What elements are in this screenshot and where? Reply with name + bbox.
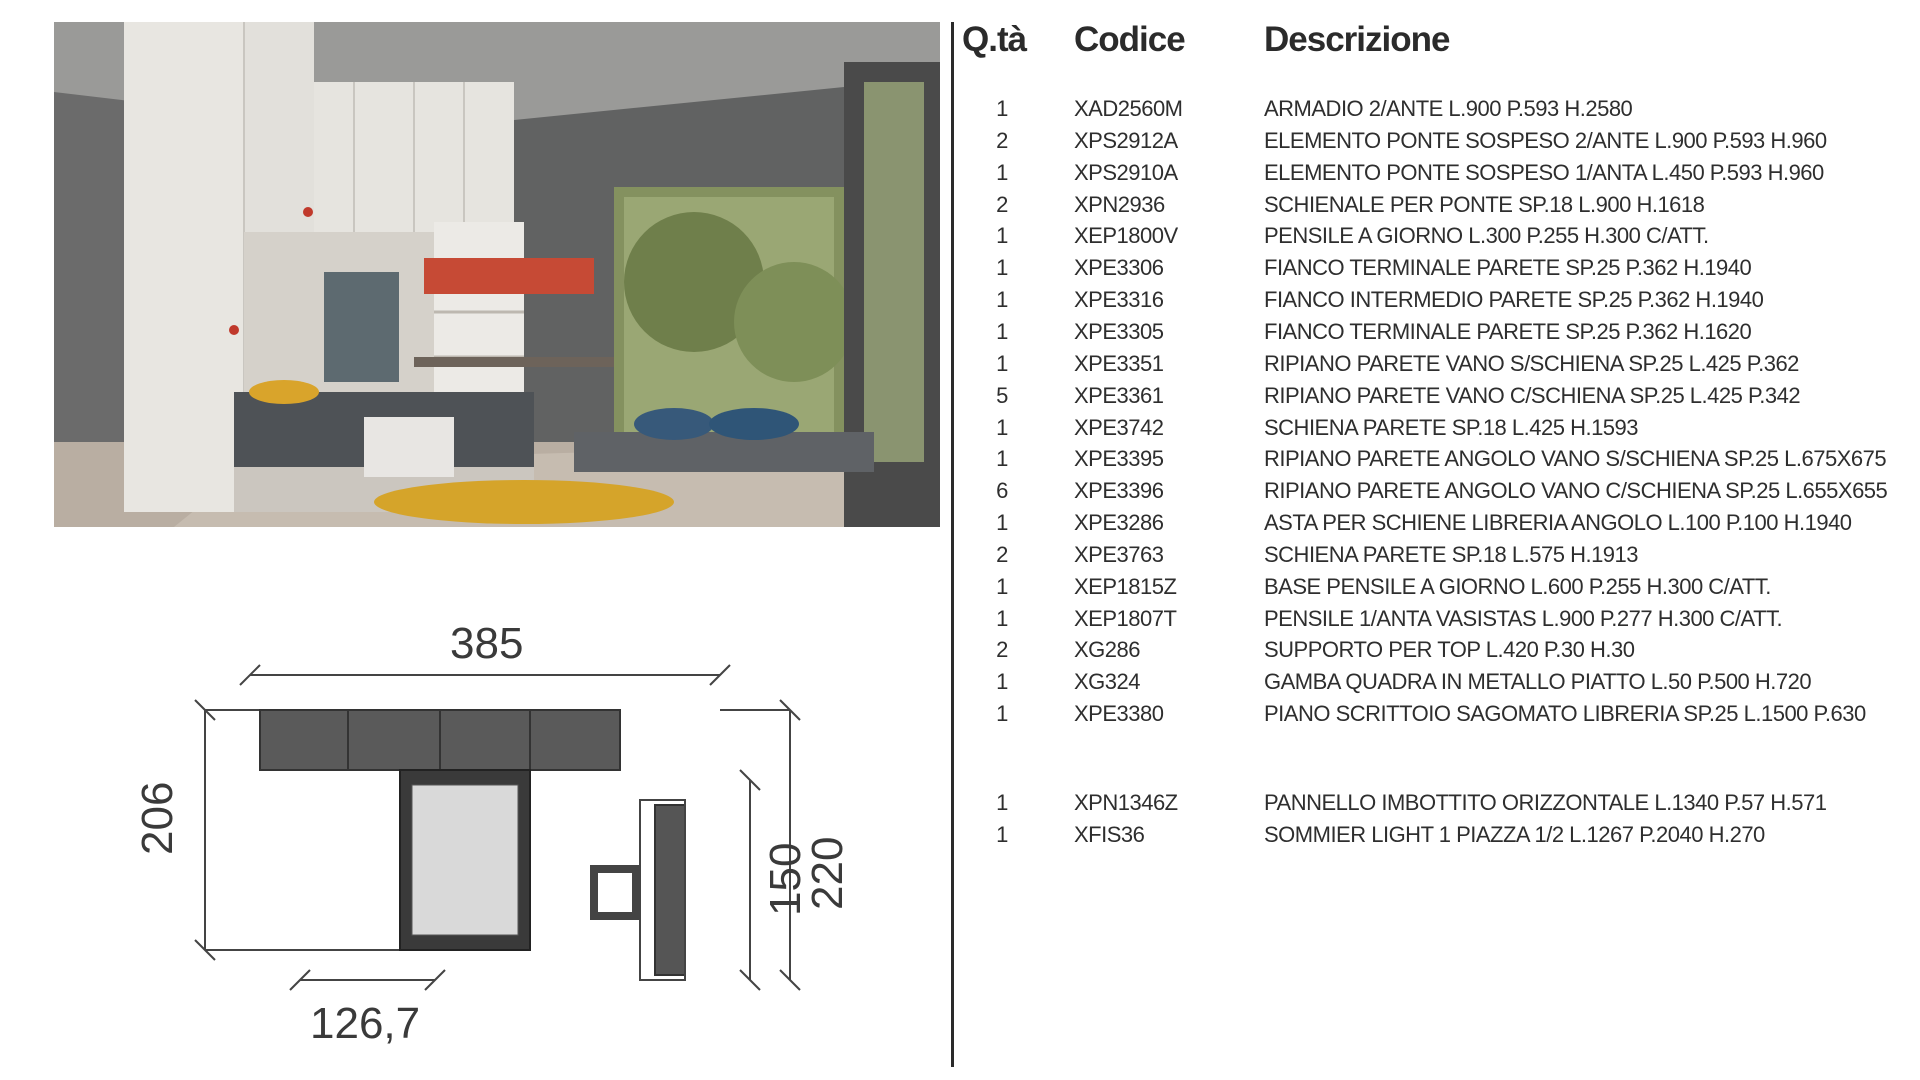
dim-bed-width: 126,7 [310, 999, 421, 1048]
qty-cell: 1 [996, 255, 1008, 281]
description-cell: SCHIENA PARETE SP.18 L.575 H.1913 [1264, 541, 1639, 567]
qty-cell: 1 [996, 510, 1008, 536]
qty-cell: 1 [996, 350, 1008, 376]
description-cell: RIPIANO PARETE ANGOLO VANO C/SCHIENA SP.25 L.655X655 [1264, 478, 1888, 504]
qty-cell: 2 [996, 637, 1008, 663]
qty-cell: 5 [996, 382, 1008, 408]
qty-cell: 1 [996, 821, 1008, 847]
code-cell: XPE3316 [1074, 287, 1164, 313]
qty-cell: 2 [996, 191, 1008, 217]
code-cell: XPS2912A [1074, 127, 1178, 153]
description-cell: FIANCO TERMINALE PARETE SP.25 P.362 H.1620 [1264, 318, 1752, 344]
header-code: Codice [1074, 20, 1185, 59]
description-cell: RIPIANO PARETE VANO C/SCHIENA SP.25 L.425 P.342 [1264, 382, 1801, 408]
qty-cell: 1 [996, 414, 1008, 440]
qty-cell: 1 [996, 573, 1008, 599]
description-cell: ELEMENTO PONTE SOSPESO 2/ANTE L.900 P.593 H.960 [1264, 127, 1827, 153]
description-cell: SCHIENALE PER PONTE SP.18 L.900 H.1618 [1264, 191, 1705, 217]
code-cell: XPE3396 [1074, 478, 1164, 504]
qty-cell: 2 [996, 541, 1008, 567]
dim-inner: 150 [761, 842, 810, 916]
description-cell: ARMADIO 2/ANTE L.900 P.593 H.2580 [1264, 96, 1633, 121]
dim-width: 385 [450, 619, 524, 668]
qty-cell: 1 [996, 287, 1008, 313]
code-cell: XEP1800V [1074, 223, 1178, 249]
description-cell: ASTA PER SCHIENE LIBRERIA ANGOLO L.100 P.100 H.1940 [1264, 510, 1852, 536]
qty-cell: 1 [996, 159, 1008, 185]
code-cell: XPE3380 [1074, 701, 1164, 727]
code-cell: XG286 [1074, 637, 1140, 663]
code-cell: XPN2936 [1074, 191, 1165, 217]
code-cell: XPE3763 [1074, 541, 1164, 567]
code-cell: XPE3351 [1074, 350, 1164, 376]
code-cell: XEP1807T [1074, 605, 1177, 631]
qty-cell: 1 [996, 446, 1008, 472]
description-cell: PENSILE A GIORNO L.300 P.255 H.300 C/ATT. [1264, 223, 1709, 249]
description-cell: FIANCO INTERMEDIO PARETE SP.25 P.362 H.1940 [1264, 287, 1764, 313]
floor-plan [133, 610, 870, 1050]
description-cell: RIPIANO PARETE VANO S/SCHIENA SP.25 L.425 P.362 [1264, 350, 1799, 376]
dim-depth-right: 220 [803, 836, 852, 910]
qty-cell: 6 [996, 478, 1008, 504]
qty-cell: 1 [996, 669, 1008, 695]
code-cell: XPE3306 [1074, 255, 1164, 281]
header-qty: Q.tà [962, 20, 1027, 59]
qty-cell: 1 [996, 318, 1008, 344]
description-cell: ELEMENTO PONTE SOSPESO 1/ANTA L.450 P.593 H.960 [1264, 159, 1824, 185]
qty-cell: 1 [996, 790, 1008, 815]
description-cell: GAMBA QUADRA IN METALLO PIATTO L.50 P.500 H.720 [1264, 669, 1812, 695]
code-cell: XEP1815Z [1074, 573, 1177, 599]
description-cell: PENSILE 1/ANTA VASISTAS L.900 P.277 H.300 C/ATT. [1264, 605, 1783, 631]
code-cell: XG324 [1074, 669, 1140, 695]
code-cell: XFIS36 [1074, 821, 1145, 847]
qty-cell: 1 [996, 701, 1008, 727]
dim-depth-left: 206 [133, 781, 182, 855]
code-cell: XPE3395 [1074, 446, 1164, 472]
description-cell: SCHIENA PARETE SP.18 L.425 H.1593 [1264, 414, 1639, 440]
code-cell: XPE3361 [1074, 382, 1164, 408]
description-cell: FIANCO TERMINALE PARETE SP.25 P.362 H.1940 [1264, 255, 1752, 281]
code-cell: XPE3286 [1074, 510, 1164, 536]
header-description: Descrizione [1264, 20, 1450, 59]
code-cell: XPN1346Z [1074, 790, 1178, 815]
column-divider [951, 22, 954, 1067]
qty-cell: 1 [996, 223, 1008, 249]
description-cell: SOMMIER LIGHT 1 PIAZZA 1/2 L.1267 P.2040 H.270 [1264, 821, 1765, 847]
code-cell: XPE3742 [1074, 414, 1164, 440]
description-cell: RIPIANO PARETE ANGOLO VANO S/SCHIENA SP.25 L.675X675 [1264, 446, 1887, 472]
description-cell: SUPPORTO PER TOP L.420 P.30 H.30 [1264, 637, 1635, 663]
qty-cell: 1 [996, 96, 1008, 121]
description-cell: PANNELLO IMBOTTITO ORIZZONTALE L.1340 P.57 H.571 [1264, 790, 1827, 815]
room-photo [54, 22, 940, 527]
code-cell: XPE3305 [1074, 318, 1164, 344]
description-cell: BASE PENSILE A GIORNO L.600 P.255 H.300 C/ATT. [1264, 573, 1771, 599]
description-cell: PIANO SCRITTOIO SAGOMATO LIBRERIA SP.25 L.1500 P.630 [1264, 701, 1866, 727]
code-cell: XPS2910A [1074, 159, 1178, 185]
code-cell: XAD2560M [1074, 96, 1183, 121]
qty-cell: 1 [996, 605, 1008, 631]
qty-cell: 2 [996, 127, 1008, 153]
